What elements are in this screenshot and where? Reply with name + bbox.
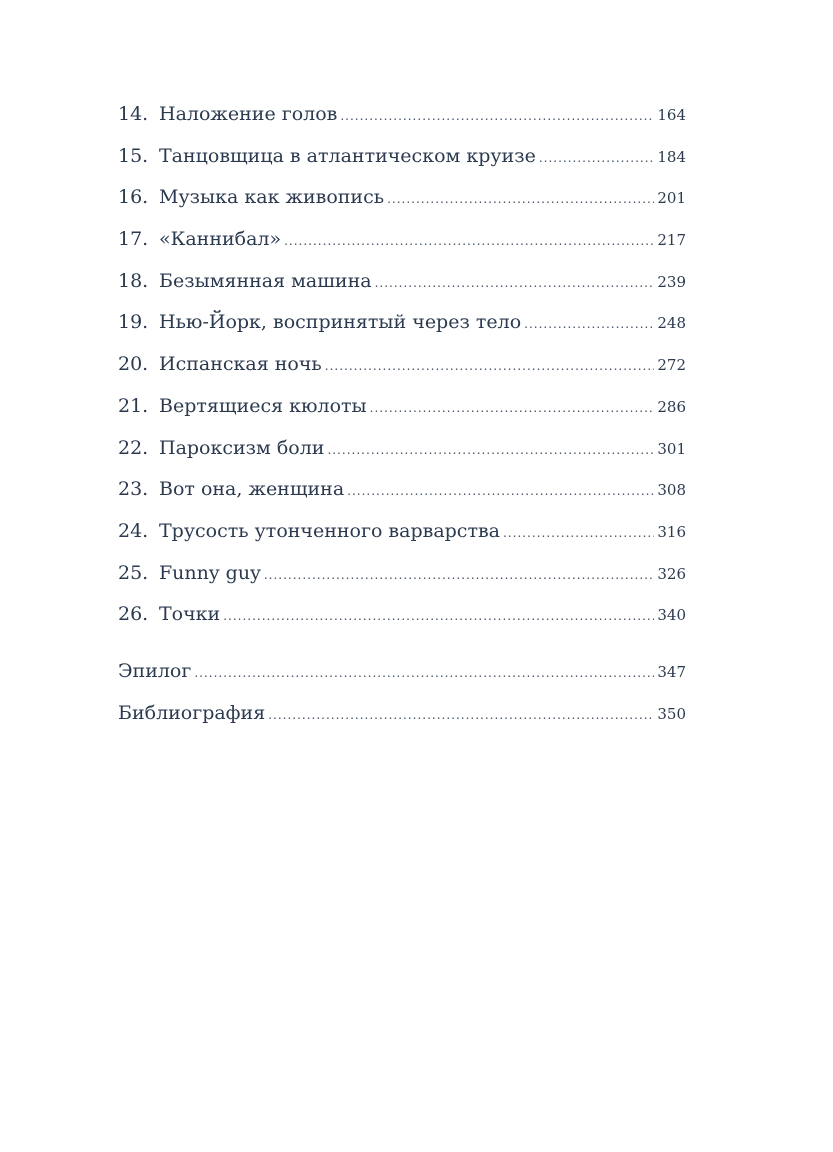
leader-dots — [375, 276, 655, 290]
toc-entry-14[interactable] — [118, 103, 686, 145]
chapter-title: Безымянная машина — [159, 269, 372, 292]
page-number: 301 — [657, 439, 686, 458]
toc-entry-epilogue[interactable] — [118, 660, 686, 702]
toc-entry-22[interactable] — [118, 437, 686, 479]
chapter-title: Пароксизм боли — [159, 436, 325, 459]
chapter-number: 14. — [118, 103, 149, 125]
chapter-title: Точки — [159, 603, 221, 626]
chapter-number: 16. — [118, 186, 149, 209]
leader-dots — [284, 234, 654, 248]
leader-dots — [503, 526, 654, 540]
chapter-title: Нью-Йорк, воспринятый через тело — [159, 311, 522, 334]
section-title: Эпилог — [118, 659, 192, 682]
toc-entry-17[interactable] — [118, 228, 686, 270]
leader-dots — [347, 484, 654, 498]
table-of-contents — [118, 103, 686, 743]
toc-entry-24[interactable] — [118, 520, 686, 562]
toc-entry-25[interactable] — [118, 562, 686, 604]
toc-entry-15[interactable] — [118, 145, 686, 187]
page-number: 316 — [657, 522, 686, 541]
toc-entry-21[interactable] — [118, 395, 686, 437]
chapter-list — [118, 103, 686, 645]
chapter-title: «Каннибал» — [159, 228, 282, 251]
chapter-number: 24. — [118, 519, 149, 542]
page-number: 326 — [657, 564, 686, 583]
page-number: 286 — [657, 397, 686, 416]
leader-dots — [370, 401, 655, 415]
page-number: 217 — [657, 231, 686, 250]
page-number: 239 — [657, 272, 686, 291]
leader-dots — [264, 568, 655, 582]
leader-dots — [327, 443, 654, 457]
chapter-number: 23. — [118, 478, 149, 501]
section-spacer — [118, 645, 686, 660]
page-number: 272 — [657, 356, 686, 375]
leader-dots — [223, 609, 654, 623]
toc-entry-bibliography[interactable] — [118, 702, 686, 744]
chapter-title: Вертящиеся кюлоты — [159, 394, 367, 417]
toc-entry-16[interactable] — [118, 186, 686, 228]
chapter-title: Испанская ночь — [159, 353, 322, 376]
page-number: 164 — [657, 106, 686, 124]
toc-entry-23[interactable] — [118, 478, 686, 520]
leader-dots — [539, 151, 655, 165]
chapter-title: Наложение голов — [159, 103, 338, 125]
chapter-number: 22. — [118, 436, 149, 459]
chapter-number: 17. — [118, 228, 149, 251]
back-matter-list — [118, 660, 686, 743]
leader-dots — [268, 708, 654, 722]
chapter-title: Funny guy — [159, 561, 261, 584]
page-number: 201 — [657, 189, 686, 208]
toc-entry-26[interactable] — [118, 603, 686, 645]
chapter-title: Музыка как живопись — [159, 186, 385, 209]
section-title: Библиография — [118, 701, 266, 724]
chapter-number: 20. — [118, 353, 149, 376]
chapter-number: 25. — [118, 561, 149, 584]
chapter-number: 18. — [118, 269, 149, 292]
page-number: 347 — [657, 662, 686, 681]
chapter-number: 19. — [118, 311, 149, 334]
page-number: 350 — [657, 704, 686, 723]
toc-entry-18[interactable] — [118, 270, 686, 312]
leader-dots — [194, 666, 654, 680]
leader-dots — [524, 317, 654, 331]
page-number: 308 — [657, 481, 686, 500]
chapter-number: 21. — [118, 394, 149, 417]
page-number: 248 — [657, 314, 686, 333]
chapter-title: Вот она, женщина — [159, 478, 345, 501]
chapter-number: 26. — [118, 603, 149, 626]
toc-entry-20[interactable] — [118, 353, 686, 395]
chapter-title: Трусость утонченного варварства — [159, 519, 500, 542]
toc-entry-19[interactable] — [118, 311, 686, 353]
page-number: 184 — [657, 147, 686, 166]
leader-dots — [387, 192, 654, 206]
leader-dots — [325, 359, 655, 373]
leader-dots — [340, 109, 654, 123]
page-number: 340 — [657, 606, 686, 625]
chapter-title: Танцовщица в атлантическом круизе — [159, 144, 536, 167]
chapter-number: 15. — [118, 144, 149, 167]
